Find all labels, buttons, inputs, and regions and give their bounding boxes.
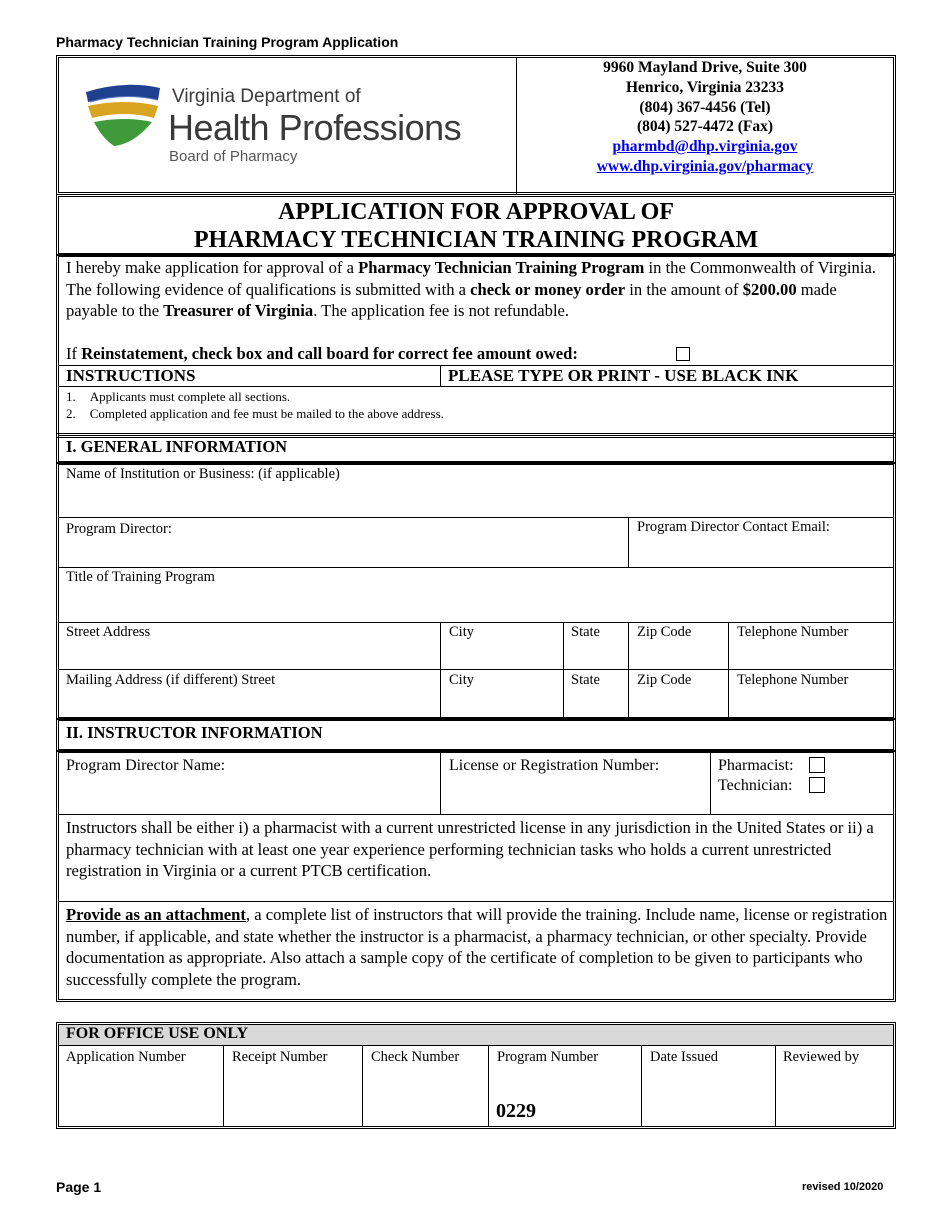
address-line-1: 9960 Mayland Drive, Suite 300 bbox=[603, 59, 807, 76]
form-title-line-1: APPLICATION FOR APPROVAL OF bbox=[278, 199, 674, 225]
form-header-title: Pharmacy Technician Training Program Application bbox=[56, 34, 399, 50]
instruction-item-2: 2. Completed application and fee must be mailed to the above address. bbox=[66, 406, 444, 421]
logo-swoosh-icon bbox=[84, 84, 164, 150]
reinstatement-line: If Reinstatement, check box and call board for correct fee amount owed: bbox=[66, 344, 578, 363]
program-title-label: Title of Training Program bbox=[66, 569, 215, 585]
instructor-heading: II. INSTRUCTOR INFORMATION bbox=[66, 723, 323, 742]
contact-block bbox=[518, 58, 892, 177]
intro-paragraph: I hereby make application for approval of a Pharmacy Technician Training Program in the Commonwealth of Virginia. The following evidence of qualifications is submitted with a check or money order in the amount of $200.00 made payable to the Treasurer of Virginia. The application fee is not refundable. bbox=[66, 258, 876, 321]
mailing-telephone-label: Telephone Number bbox=[737, 672, 849, 688]
black-ink-notice: PLEASE TYPE OR PRINT - USE BLACK INK bbox=[448, 366, 799, 385]
institution-label: Name of Institution or Business: (if applicable) bbox=[66, 466, 340, 482]
attachment-instructions: Provide as an attachment, a complete list of instructors that will provide the training. Include name, license or registration number, if applicable, and state whether the instructor is a pharmacist, a pharmacy technician, or other specialty. Provide documentation as appropriate. Also attach a sample copy of the certificate of completion to be given to participants who successfully complete the program. bbox=[66, 905, 888, 989]
technician-label: Technician: bbox=[718, 777, 793, 794]
receipt-number-label: Receipt Number bbox=[232, 1049, 328, 1065]
director-name-label: Program Director Name: bbox=[66, 757, 226, 774]
technician-checkbox[interactable] bbox=[809, 777, 825, 793]
program-director-label: Program Director: bbox=[66, 521, 172, 537]
office-use-heading: FOR OFFICE USE ONLY bbox=[66, 1025, 249, 1042]
license-number-label: License or Registration Number: bbox=[449, 757, 660, 774]
check-number-label: Check Number bbox=[371, 1049, 460, 1065]
program-number-label: Program Number bbox=[497, 1049, 599, 1065]
application-number-label: Application Number bbox=[66, 1049, 186, 1065]
logo-line-1: Virginia Department of bbox=[172, 86, 361, 107]
revision-date: revised 10/2020 bbox=[802, 1181, 884, 1193]
address-line-2: Henrico, Virginia 23233 bbox=[625, 78, 784, 96]
general-info-heading: I. GENERAL INFORMATION bbox=[66, 437, 288, 456]
street-address-label: Street Address bbox=[66, 624, 151, 640]
logo-line-3: Board of Pharmacy bbox=[169, 148, 298, 165]
page-number: Page 1 bbox=[56, 1179, 102, 1195]
pharmacist-label: Pharmacist: bbox=[718, 757, 794, 774]
mailing-city-label: City bbox=[449, 672, 474, 688]
fax: (804) 527-4472 (Fax) bbox=[636, 118, 774, 136]
instructions-heading: INSTRUCTIONS bbox=[66, 366, 196, 385]
telephone: (804) 367-4456 (Tel) bbox=[639, 98, 771, 116]
telephone-label: Telephone Number bbox=[737, 624, 849, 640]
state-label: State bbox=[571, 624, 600, 640]
website-link[interactable]: www.dhp.virginia.gov/pharmacy bbox=[596, 157, 814, 175]
zip-code-label: Zip Code bbox=[637, 624, 692, 640]
reinstatement-checkbox[interactable] bbox=[676, 347, 690, 361]
instruction-item-1: 1. Applicants must complete all sections. bbox=[66, 389, 291, 404]
mailing-zip-label: Zip Code bbox=[637, 672, 692, 688]
director-email-label: Program Director Contact Email: bbox=[637, 519, 830, 535]
reviewed-by-label: Reviewed by bbox=[783, 1049, 860, 1065]
date-issued-label: Date Issued bbox=[650, 1049, 719, 1065]
logo-line-2: Health Professions bbox=[168, 107, 462, 148]
form-title bbox=[58, 198, 894, 254]
city-label: City bbox=[449, 624, 474, 640]
mailing-address-label: Mailing Address (if different) Street bbox=[66, 672, 276, 688]
instructor-qualification-text: Instructors shall be either i) a pharmacist with a current unrestricted license in any jurisdiction in the United States or ii) a pharmacy technician with at least one year experience performing technician tasks who holds a current unrestricted registration in Virginia or a current PTCB certification. bbox=[66, 818, 874, 881]
program-number-value: 0229 bbox=[496, 1100, 536, 1122]
form-title-line-2: PHARMACY TECHNICIAN TRAINING PROGRAM bbox=[193, 227, 759, 253]
pharmacist-checkbox[interactable] bbox=[809, 757, 825, 773]
mailing-state-label: State bbox=[571, 672, 600, 688]
email-link[interactable]: pharmbd@dhp.virginia.gov bbox=[612, 138, 798, 156]
